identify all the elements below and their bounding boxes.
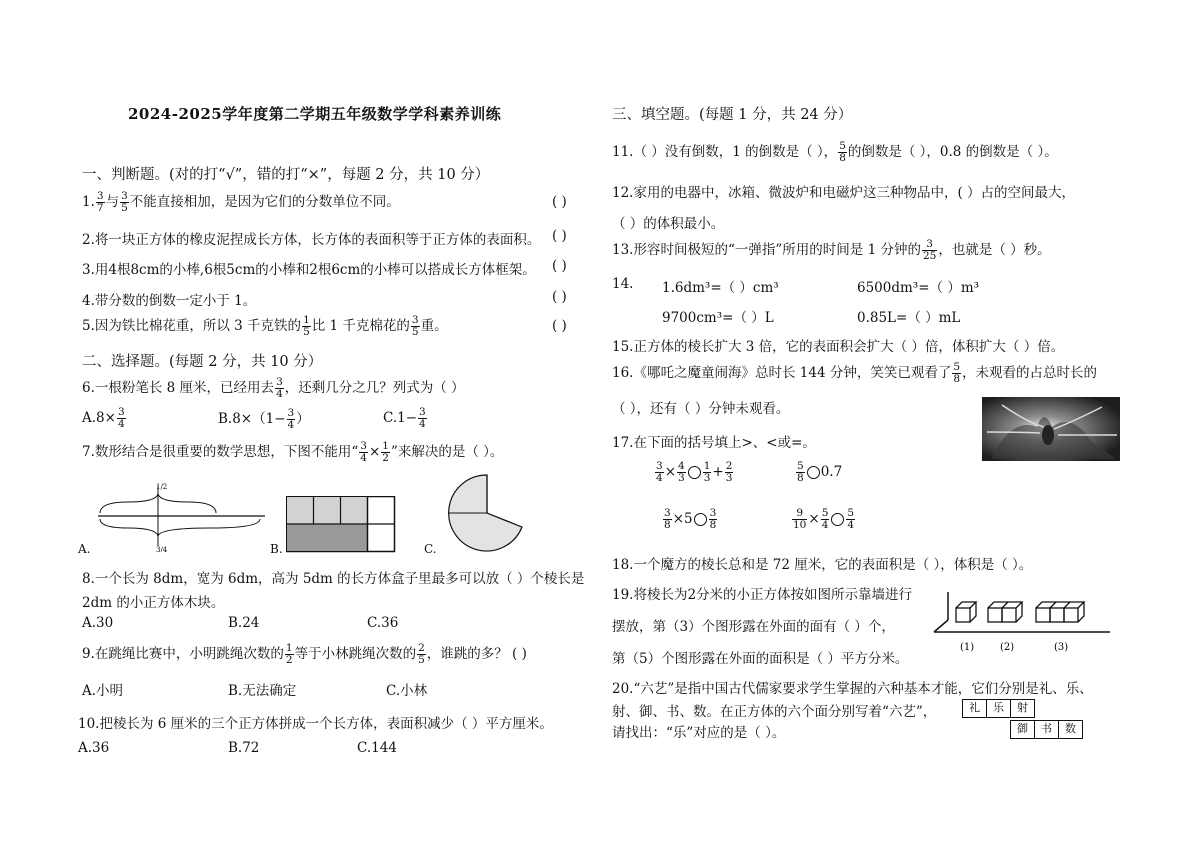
numerator: 3 bbox=[411, 314, 419, 326]
denominator: 5 bbox=[303, 326, 310, 338]
question-8-line1: 8.一个长为 8dm，宽为 6dm，高为 5dm 的长方体盒子里最多可以放（ ）个棱长是 bbox=[82, 571, 585, 587]
q6-post: ，还剩几分之几？列式为（ ） bbox=[284, 380, 465, 396]
q14-item-b: 6500dm³=（ ）m³ bbox=[857, 280, 980, 296]
fraction bbox=[411, 315, 420, 338]
question-5 bbox=[82, 314, 448, 338]
fraction bbox=[821, 508, 830, 531]
fig-bottom-label: 3/4 bbox=[156, 546, 168, 552]
compare-circle[interactable] bbox=[694, 513, 707, 526]
q9-option-a[interactable]: A.小明 bbox=[82, 683, 124, 699]
question-2: 2.将一块正方体的橡皮泥捏成长方体，长方体的表面积等于正方体的表面积。 bbox=[82, 232, 541, 248]
denominator: 5 bbox=[121, 202, 128, 214]
denominator: 8 bbox=[953, 373, 961, 385]
q17-expr-2 bbox=[795, 461, 842, 484]
numerator: 5 bbox=[821, 507, 829, 519]
q19-cube-figure bbox=[932, 590, 1112, 654]
numerator: 3 bbox=[419, 406, 426, 418]
section-3-heading: 三、填空题。(每题 1 分，共 24 分） bbox=[612, 107, 853, 123]
numerator: 2 bbox=[418, 642, 425, 654]
question-18: 18.一个魔方的棱长总和是 72 厘米，它的表面积是（ ），体积是（ ）。 bbox=[612, 557, 1033, 573]
fraction bbox=[418, 407, 427, 430]
denominator: 7 bbox=[96, 202, 104, 214]
q6-pre: 6.一根粉笔长 8 厘米，已经用去 bbox=[82, 380, 275, 396]
option-text: B.8×（1− bbox=[218, 411, 286, 427]
option-text: ） bbox=[296, 411, 310, 427]
fig-label-3: (3) bbox=[1054, 642, 1069, 653]
denominator: 3 bbox=[725, 472, 733, 484]
numerator: 5 bbox=[847, 507, 855, 519]
q6-option-c[interactable] bbox=[383, 407, 428, 430]
denominator: 4 bbox=[360, 452, 367, 464]
option-text: A.8× bbox=[82, 410, 116, 426]
fraction bbox=[287, 408, 296, 431]
numerator: 5 bbox=[953, 361, 961, 373]
question-7 bbox=[82, 440, 503, 464]
q10-option-a[interactable]: A.36 bbox=[78, 740, 110, 756]
q6-option-a[interactable] bbox=[82, 407, 127, 430]
fraction bbox=[922, 239, 937, 262]
fraction bbox=[709, 508, 718, 531]
compare-circle[interactable] bbox=[688, 466, 701, 479]
denominator: 8 bbox=[797, 472, 804, 484]
question-20-line2: 射、御、书、数。在正方体的六个面分别写着“六艺”， bbox=[612, 704, 937, 720]
plus-sign: + bbox=[712, 464, 724, 480]
net-cell: 数 bbox=[1058, 720, 1083, 739]
q10-option-c[interactable]: C.144 bbox=[357, 740, 397, 756]
numerator: 1 bbox=[382, 440, 389, 452]
q1-mid: 与 bbox=[105, 194, 120, 210]
question-15: 15.正方体的棱长扩大 3 倍，它的表面积会扩大（ ）倍，体积扩大（ ）倍。 bbox=[612, 339, 1065, 355]
numerator: 3 bbox=[117, 406, 125, 418]
net-cell: 书 bbox=[1034, 720, 1059, 739]
q17-expr-4 bbox=[791, 508, 856, 531]
question-3: 3.用4根8cm的小棒,6根5cm的小棒和2根6cm的小棒可以搭成长方体框架。 bbox=[82, 262, 536, 278]
fraction bbox=[96, 191, 105, 214]
q14-item-d: 0.85L=（ ）mL bbox=[857, 310, 961, 326]
denominator: 25 bbox=[922, 250, 937, 262]
compare-circle[interactable] bbox=[831, 513, 844, 526]
q7-post: ”来解决的是（ ）。 bbox=[390, 444, 504, 460]
answer-paren[interactable]: ( ) bbox=[552, 194, 567, 210]
denominator: 4 bbox=[419, 418, 426, 430]
q9-mid: 等于小林跳绳次数的 bbox=[294, 646, 417, 662]
q1-text: 不能直接相加，是因为它们的分数单位不同。 bbox=[129, 194, 400, 210]
q17-value: 0.7 bbox=[820, 464, 843, 480]
q9-option-b[interactable]: B.无法确定 bbox=[228, 683, 297, 699]
q7-pre: 7.数形结合是很重要的数学思想，下图不能用“ bbox=[82, 444, 359, 460]
denominator: 4 bbox=[276, 388, 283, 400]
denominator: 4 bbox=[821, 519, 829, 531]
q9-option-c[interactable]: C.小林 bbox=[386, 683, 428, 699]
numerator: 3 bbox=[656, 460, 663, 472]
fraction bbox=[655, 461, 664, 484]
question-17: 17.在下面的括号填上>、<或=。 bbox=[612, 435, 816, 451]
q16-post: ，未观看的占总时长的 bbox=[962, 365, 1098, 381]
q8-option-b[interactable]: B.24 bbox=[228, 615, 260, 631]
denominator: 4 bbox=[117, 418, 125, 430]
question-16-line1 bbox=[612, 361, 1097, 385]
section-1-heading: 一、判断题。(对的打“√”，错的打“×”，每题 2 分，共 10 分） bbox=[82, 167, 490, 183]
fraction bbox=[846, 508, 855, 531]
q5-post: 重。 bbox=[420, 318, 448, 334]
q7-figure-c bbox=[446, 472, 528, 554]
q10-option-b[interactable]: B.72 bbox=[228, 740, 260, 756]
page-title: 2024-2025学年度第二学期五年级数学学科素养训练 bbox=[128, 105, 502, 123]
numerator: 3 bbox=[287, 407, 295, 419]
denominator: 4 bbox=[847, 519, 855, 531]
numerator: 3 bbox=[360, 440, 367, 452]
compare-circle[interactable] bbox=[807, 466, 820, 479]
q1-num: 1. bbox=[82, 194, 95, 210]
numerator: 3 bbox=[96, 190, 104, 202]
question-12-line2: （ ）的体积最小。 bbox=[612, 216, 725, 232]
question-11 bbox=[612, 140, 1058, 164]
fraction bbox=[677, 461, 686, 484]
question-13 bbox=[612, 238, 1051, 262]
q7-option-c-label[interactable]: C. bbox=[424, 542, 437, 556]
numerator: 5 bbox=[839, 140, 846, 152]
q6-option-b[interactable] bbox=[218, 407, 310, 431]
fraction bbox=[359, 441, 368, 464]
q7-figure-b bbox=[286, 496, 396, 553]
q5-mid: 比 1 千克棉花的 bbox=[311, 318, 410, 334]
fraction bbox=[417, 643, 426, 666]
answer-paren[interactable]: ( ) bbox=[552, 289, 567, 305]
net-cell: 射 bbox=[1010, 699, 1035, 718]
question-20-line1: 20.“六艺”是指中国古代儒家要求学生掌握的六种基本才能，它们分别是礼、乐、 bbox=[612, 681, 1093, 697]
movie-poster-image bbox=[982, 397, 1120, 461]
q5-pre: 5.因为铁比棉花重，所以 3 千克铁的 bbox=[82, 318, 302, 334]
question-8-line2: 2dm 的小正方体木块。 bbox=[82, 595, 225, 611]
fraction bbox=[120, 191, 129, 214]
answer-paren[interactable]: ( ) bbox=[552, 318, 567, 334]
numerator: 1 bbox=[303, 314, 310, 326]
q7-option-a-label[interactable]: A. bbox=[78, 542, 91, 556]
denominator: 4 bbox=[656, 472, 663, 484]
question-16-line2: （ ），还有（ ）分钟未观看。 bbox=[612, 401, 790, 417]
numerator: 3 bbox=[121, 190, 128, 202]
fraction bbox=[796, 461, 805, 484]
q8-option-c[interactable]: C.36 bbox=[367, 615, 399, 631]
denominator: 3 bbox=[703, 472, 711, 484]
times-five: ×5 bbox=[672, 511, 693, 527]
question-9 bbox=[82, 642, 527, 666]
denominator: 3 bbox=[678, 472, 685, 484]
denominator: 5 bbox=[411, 326, 419, 338]
option-text: C.1− bbox=[383, 410, 418, 426]
net-cell: 乐 bbox=[986, 699, 1011, 718]
numerator: 3 bbox=[922, 239, 937, 251]
fraction bbox=[285, 643, 294, 666]
answer-paren[interactable]: ( ) bbox=[552, 228, 567, 244]
question-12-line1: 12.家用的电器中，冰箱、微波炉和电磁炉这三种物品中，( ）占的空间最大， bbox=[612, 185, 1076, 201]
fraction bbox=[117, 407, 126, 430]
denominator: 8 bbox=[709, 519, 717, 531]
fraction bbox=[725, 461, 734, 484]
times-sign: × bbox=[808, 511, 820, 527]
fraction bbox=[703, 461, 712, 484]
denominator: 8 bbox=[839, 152, 846, 164]
q14-item-a: 1.6dm³=（ ）cm³ bbox=[662, 280, 779, 296]
question-14-num: 14. bbox=[612, 276, 634, 292]
question-19-line3: 第（5）个图形露在外面的面积是（ ）平方分米。 bbox=[612, 651, 909, 667]
fraction bbox=[663, 508, 672, 531]
q11-pre: 11.（ ）没有倒数，1 的倒数是（ ）， bbox=[612, 144, 838, 160]
answer-paren[interactable]: ( ) bbox=[552, 258, 567, 274]
denominator: 10 bbox=[793, 519, 807, 531]
denominator: 2 bbox=[285, 654, 293, 666]
question-19-line1: 19.将棱长为2分米的小正方体按如图所示靠墙进行 bbox=[612, 587, 913, 603]
denominator: 8 bbox=[664, 519, 671, 531]
fraction bbox=[381, 441, 390, 464]
numerator: 9 bbox=[792, 508, 807, 520]
q17-expr-1: $\frac{3}{4}$ × $\frac{4}{3}$ $\frac{1}{3}$ + $\frac{2}{3}$ bbox=[656, 460, 733, 484]
numerator: 3 bbox=[664, 507, 671, 519]
q7-figure-a bbox=[90, 480, 270, 552]
question-20-line3: 请找出：“乐”对应的是（ ）。 bbox=[612, 725, 786, 741]
q9-post: ，谁跳的多？ ( ) bbox=[426, 646, 527, 662]
question-1 bbox=[82, 190, 400, 214]
fig-label-2: (2) bbox=[1000, 642, 1015, 653]
q13-pre: 13.形容时间极短的“一弹指”所用的时间是 1 分钟的 bbox=[612, 242, 921, 258]
fraction bbox=[952, 362, 961, 385]
numerator: 3 bbox=[709, 507, 717, 519]
denominator: 5 bbox=[418, 654, 425, 666]
question-10: 10.把棱长为 6 厘米的三个正方体拼成一个长方体，表面积减少（ ）平方厘米。 bbox=[78, 716, 553, 732]
q8-option-a[interactable]: A.30 bbox=[82, 615, 114, 631]
net-cell: 礼 bbox=[962, 699, 987, 718]
q13-post: ，也就是（ ）秒。 bbox=[938, 242, 1051, 258]
q9-pre: 9.在跳绳比赛中，小明跳绳次数的 bbox=[82, 646, 284, 662]
fraction bbox=[792, 508, 807, 531]
question-6 bbox=[82, 376, 465, 400]
q17-expr-3 bbox=[662, 508, 718, 531]
q11-post: 的倒数是（ ），0.8 的倒数是（ ）。 bbox=[847, 144, 1058, 160]
question-4: 4.带分数的倒数一定小于 1。 bbox=[82, 293, 257, 309]
q16-pre: 16.《哪吒之魔童闹海》总时长 144 分钟，笑笑已观看了 bbox=[612, 365, 952, 381]
fraction bbox=[302, 315, 311, 338]
section-2-heading: 二、选择题。(每题 2 分，共 10 分） bbox=[82, 354, 323, 370]
numerator: 1 bbox=[703, 460, 711, 472]
q14-item-c: 9700cm³=（ ）L bbox=[662, 310, 774, 326]
net-cell: 御 bbox=[1010, 720, 1035, 739]
numerator: 4 bbox=[678, 460, 685, 472]
numerator: 2 bbox=[725, 460, 733, 472]
fraction bbox=[275, 377, 284, 400]
question-19-line2: 摆放，第（3）个图形露在外面的面有（ ）个， bbox=[612, 619, 895, 635]
fig-top-label: 1/2 bbox=[156, 483, 168, 491]
numerator: 1 bbox=[285, 642, 293, 654]
fraction bbox=[838, 141, 847, 164]
denominator: 2 bbox=[382, 452, 389, 464]
numerator: 5 bbox=[797, 460, 804, 472]
numerator: 3 bbox=[276, 376, 283, 388]
denominator: 4 bbox=[287, 419, 295, 431]
q7-times: × bbox=[368, 444, 381, 460]
fig-label-1: (1) bbox=[960, 642, 975, 653]
q7-option-b-label[interactable]: B. bbox=[270, 542, 283, 556]
